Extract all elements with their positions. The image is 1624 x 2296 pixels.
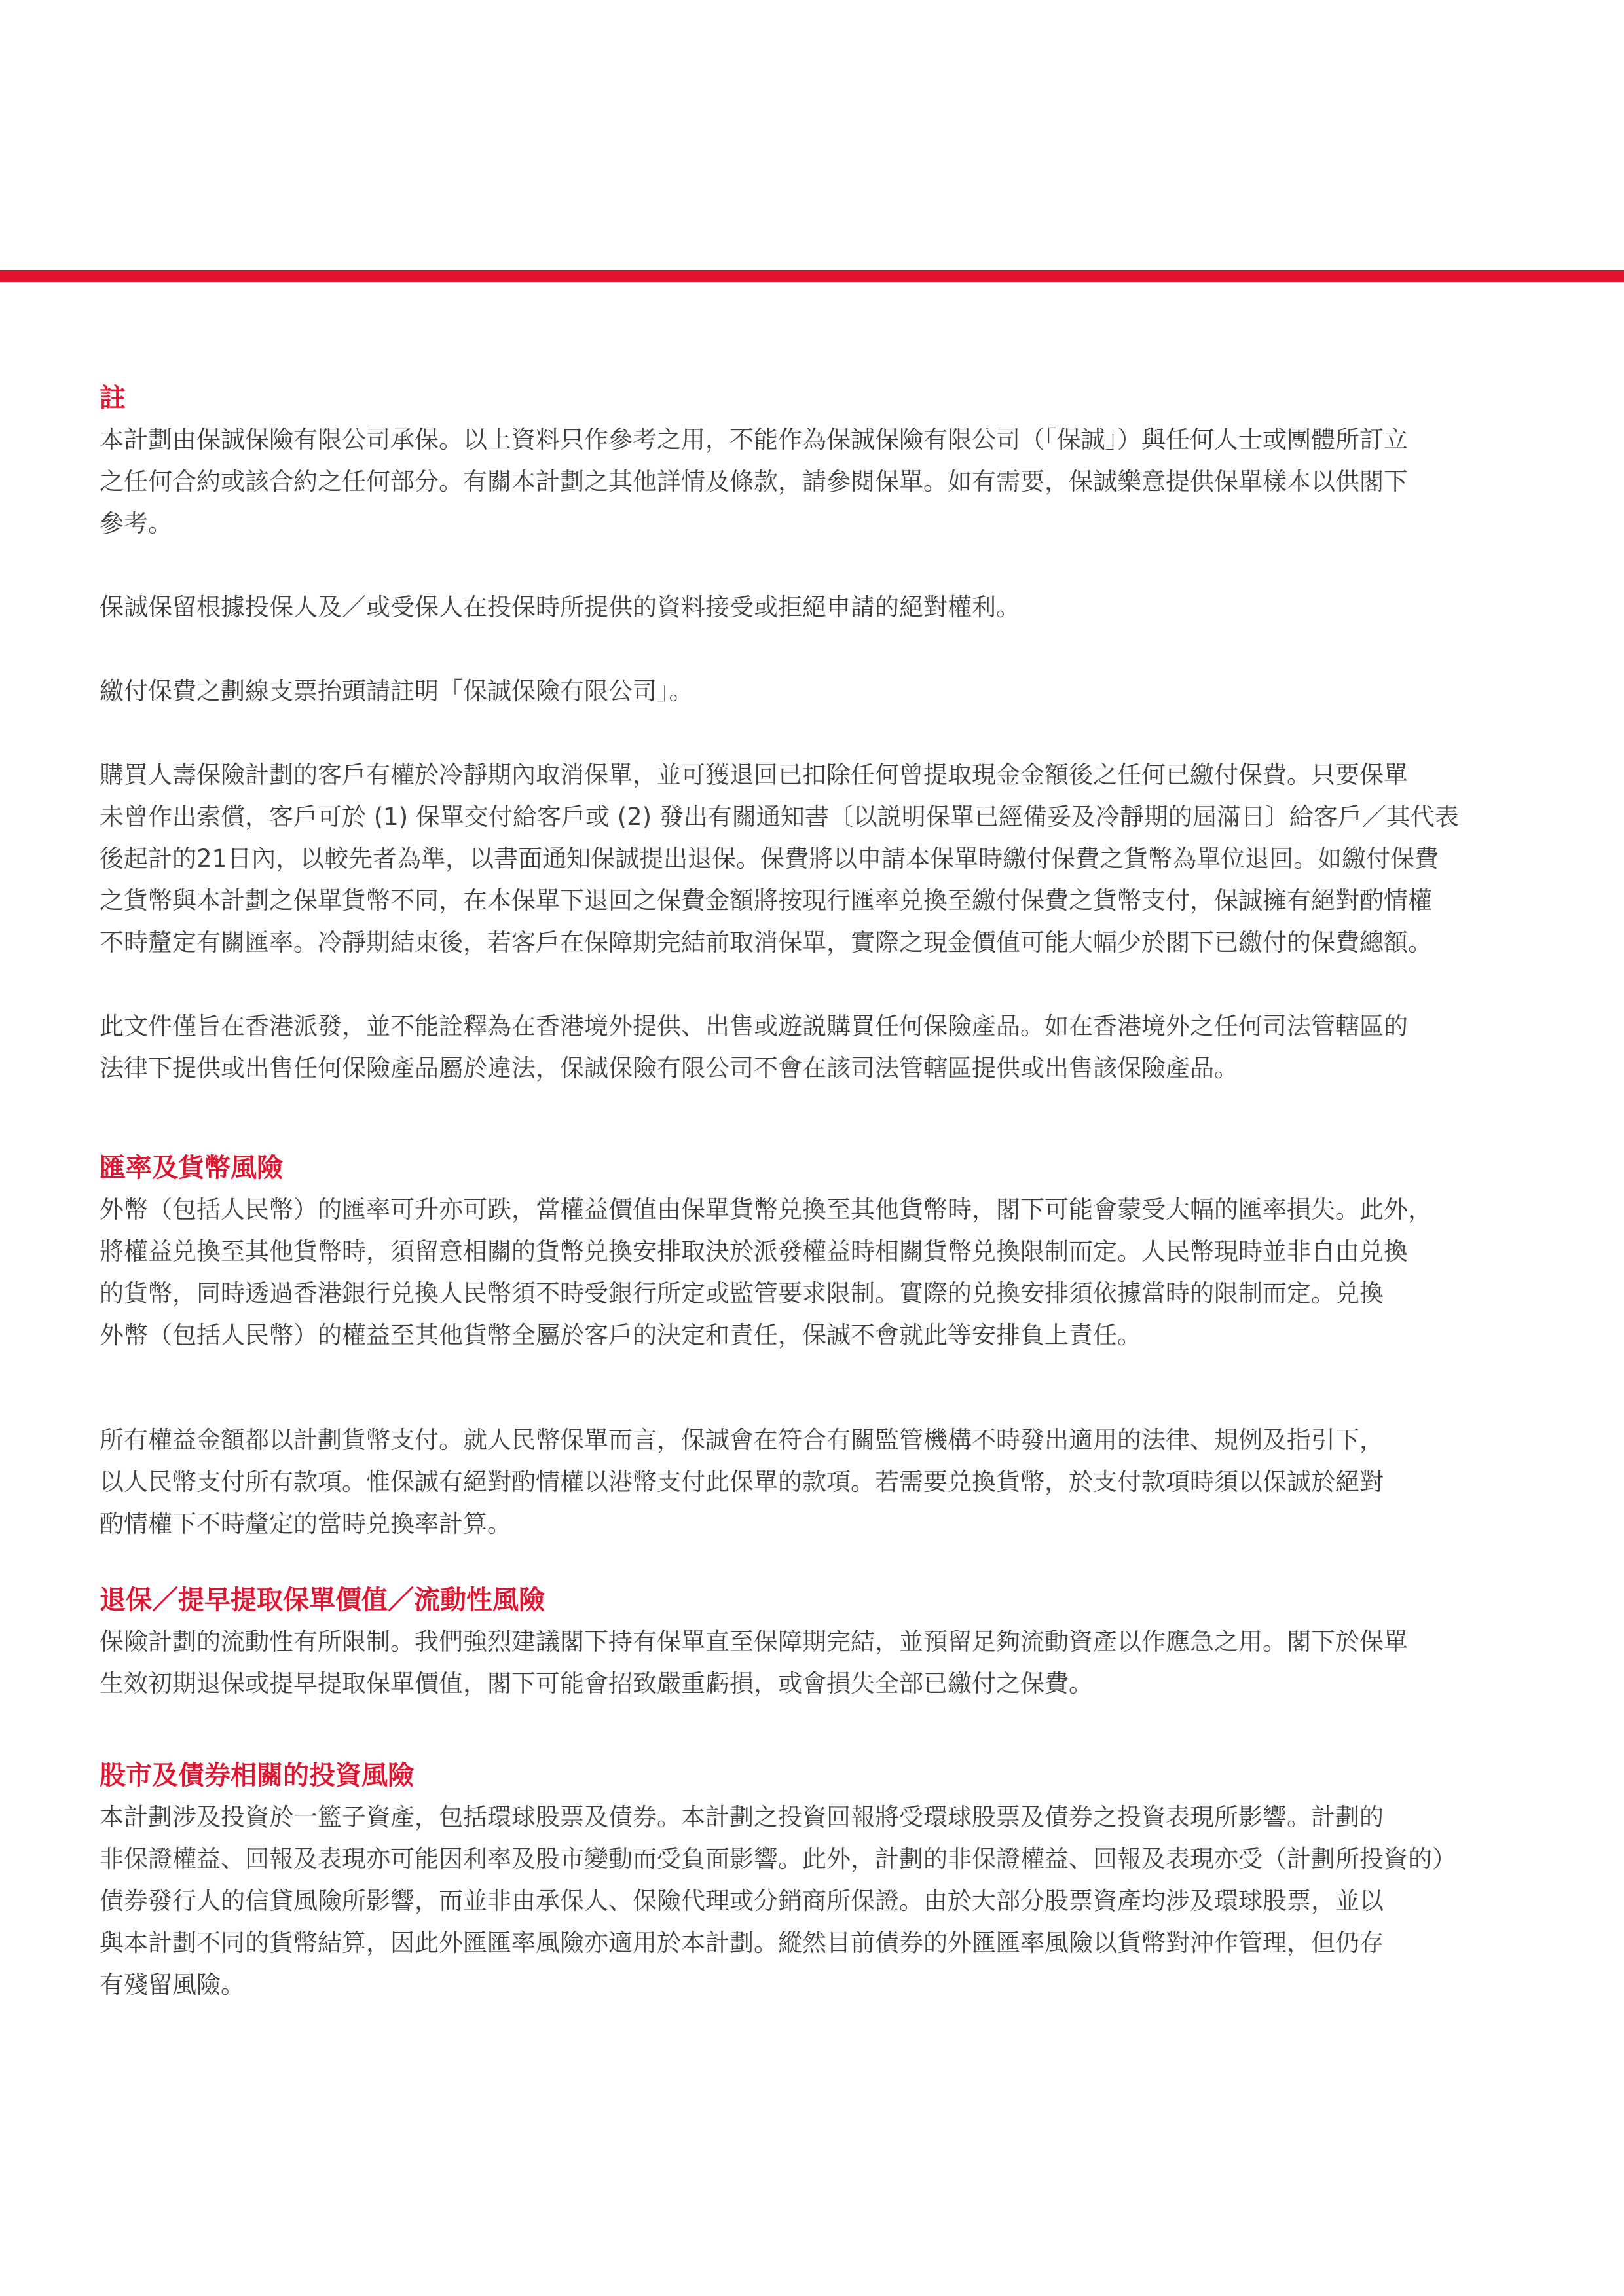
fx-risk-paragraph-exchange: 外幣（包括人民幣）的匯率可升亦可跌，當權益價值由保單貨幣兑換至其他貨幣時，閣下可能會蒙受大幅的匯率損失。此外， 將權益兑換至其他貨幣時，須留意相關的貨幣兑換安排取決於派發權益時相關貨幣兑換限制而定。人民幣現時並非自由兑換 的貨幣，同時透過香港銀行兑換人民幣須不時受銀行所定或監管要求限制。實際的兑換安排須依據當時的限制而定。兑換 外幣（包括人民幣）的權益至其他貨幣全屬於客戶的決定和責任，保誠不會就此等安排負上責任。 xyxy=(100,1195,1432,1349)
fx-risk-paragraph-payment: 所有權益金額都以計劃貨幣支付。就人民幣保單而言，保誠會在符合有關監管機構不時發出適用的法律、規例及指引下， 以人民幣支付所有款項。惟保誠有絕對酌情權以港幣支付此保單的款項。若需要兑換貨幣，於支付款項時須以保誠於絕對 酌情權下不時釐定的當時兑換率計算。 xyxy=(100,1426,1384,1538)
fx-risk-heading: 匯率及貨幣風險 xyxy=(100,1153,283,1183)
notes-paragraph-underwriting: 本計劃由保誠保險有限公司承保。以上資料只作參考之用，不能作為保誠保險有限公司（「保誠」）與任何人士或團體所訂立 之任何合約或該合約之任何部分。有關本計劃之其他詳情及條款，請參閱保單。如有需要，保誠樂意提供保單樣本以供閣下 參考。 xyxy=(100,426,1408,538)
notes-paragraph-cooling-off: 購買人壽保險計劃的客戶有權於冷靜期內取消保單，並可獲退回已扣除任何曾提取現金金額後之任何已繳付保費。只要保單 未曾作出索償，客戶可於 (1) 保單交付給客戶或 (2) 發出有關通知書〔以説明保單已經備妥及冷靜期的屆滿日〕給客戶／其代表 後起計的21日內，以較先者為準，以書面通知保誠提出退保。保費將以申請本保單時繳付保費之貨幣為單位退回。如繳付保費 之貨幣與本計劃之保單貨幣不同，在本保單下退回之保費金額將按現行匯率兑換至繳付保費之貨幣支付，保誠擁有絕對酌情權 不時釐定有關匯率。冷靜期結束後，若客戶在保障期完結前取消保單，實際之現金價值可能大幅少於閣下已繳付的保費總額。 xyxy=(100,761,1459,957)
document-body xyxy=(100,377,1527,2006)
header-red-rule xyxy=(0,270,1624,282)
investment-risk-heading: 股市及債券相關的投資風險 xyxy=(100,1760,414,1791)
investment-risk-section xyxy=(100,1755,1527,2006)
fx-risk-section xyxy=(100,1147,1527,1545)
notes-heading: 註 xyxy=(100,383,126,413)
investment-risk-paragraph: 本計劃涉及投資於一籃子資產，包括環球股票及債券。本計劃之投資回報將受環球股票及債券之投資表現所影響。計劃的 非保證權益、回報及表現亦可能因利率及股市變動而受負面影響。此外，計劃的非保證權益、回報及表現亦受（計劃所投資的） 債券發行人的信貸風險所影響，而並非由承保人、保險代理或分銷商所保證。由於大部分股票資產均涉及環球股票，並以 與本計劃不同的貨幣結算，因此外匯匯率風險亦適用於本計劃。縱然目前債券的外匯匯率風險以貨幣對沖作管理，但仍存 有殘留風險。 xyxy=(100,1803,1456,1999)
surrender-risk-paragraph: 保險計劃的流動性有所限制。我們強烈建議閣下持有保單直至保障期完結，並預留足夠流動資產以作應急之用。閣下於保單 生效初期退保或提早提取保單價值，閣下可能會招致嚴重虧損，或會損失全部已繳付之保費。 xyxy=(100,1628,1408,1698)
surrender-risk-section xyxy=(100,1579,1527,1705)
notes-paragraph-distribution: 此文件僅旨在香港派發，並不能詮釋為在香港境外提供、出售或遊説購買任何保險產品。如在香港境外之任何司法管轄區的 法律下提供或出售任何保險產品屬於違法，保誠保險有限公司不會在該司法管轄區提供或出售該保險產品。 xyxy=(100,1012,1408,1082)
notes-section xyxy=(100,377,1527,1089)
surrender-risk-heading: 退保／提早提取保單價值／流動性風險 xyxy=(100,1585,545,1615)
notes-paragraph-cheque: 繳付保費之劃線支票抬頭請註明「保誠保險有限公司」。 xyxy=(100,677,693,705)
notes-paragraph-rights: 保誠保留根據投保人及／或受保人在投保時所提供的資料接受或拒絕申請的絕對權利。 xyxy=(100,593,1020,621)
